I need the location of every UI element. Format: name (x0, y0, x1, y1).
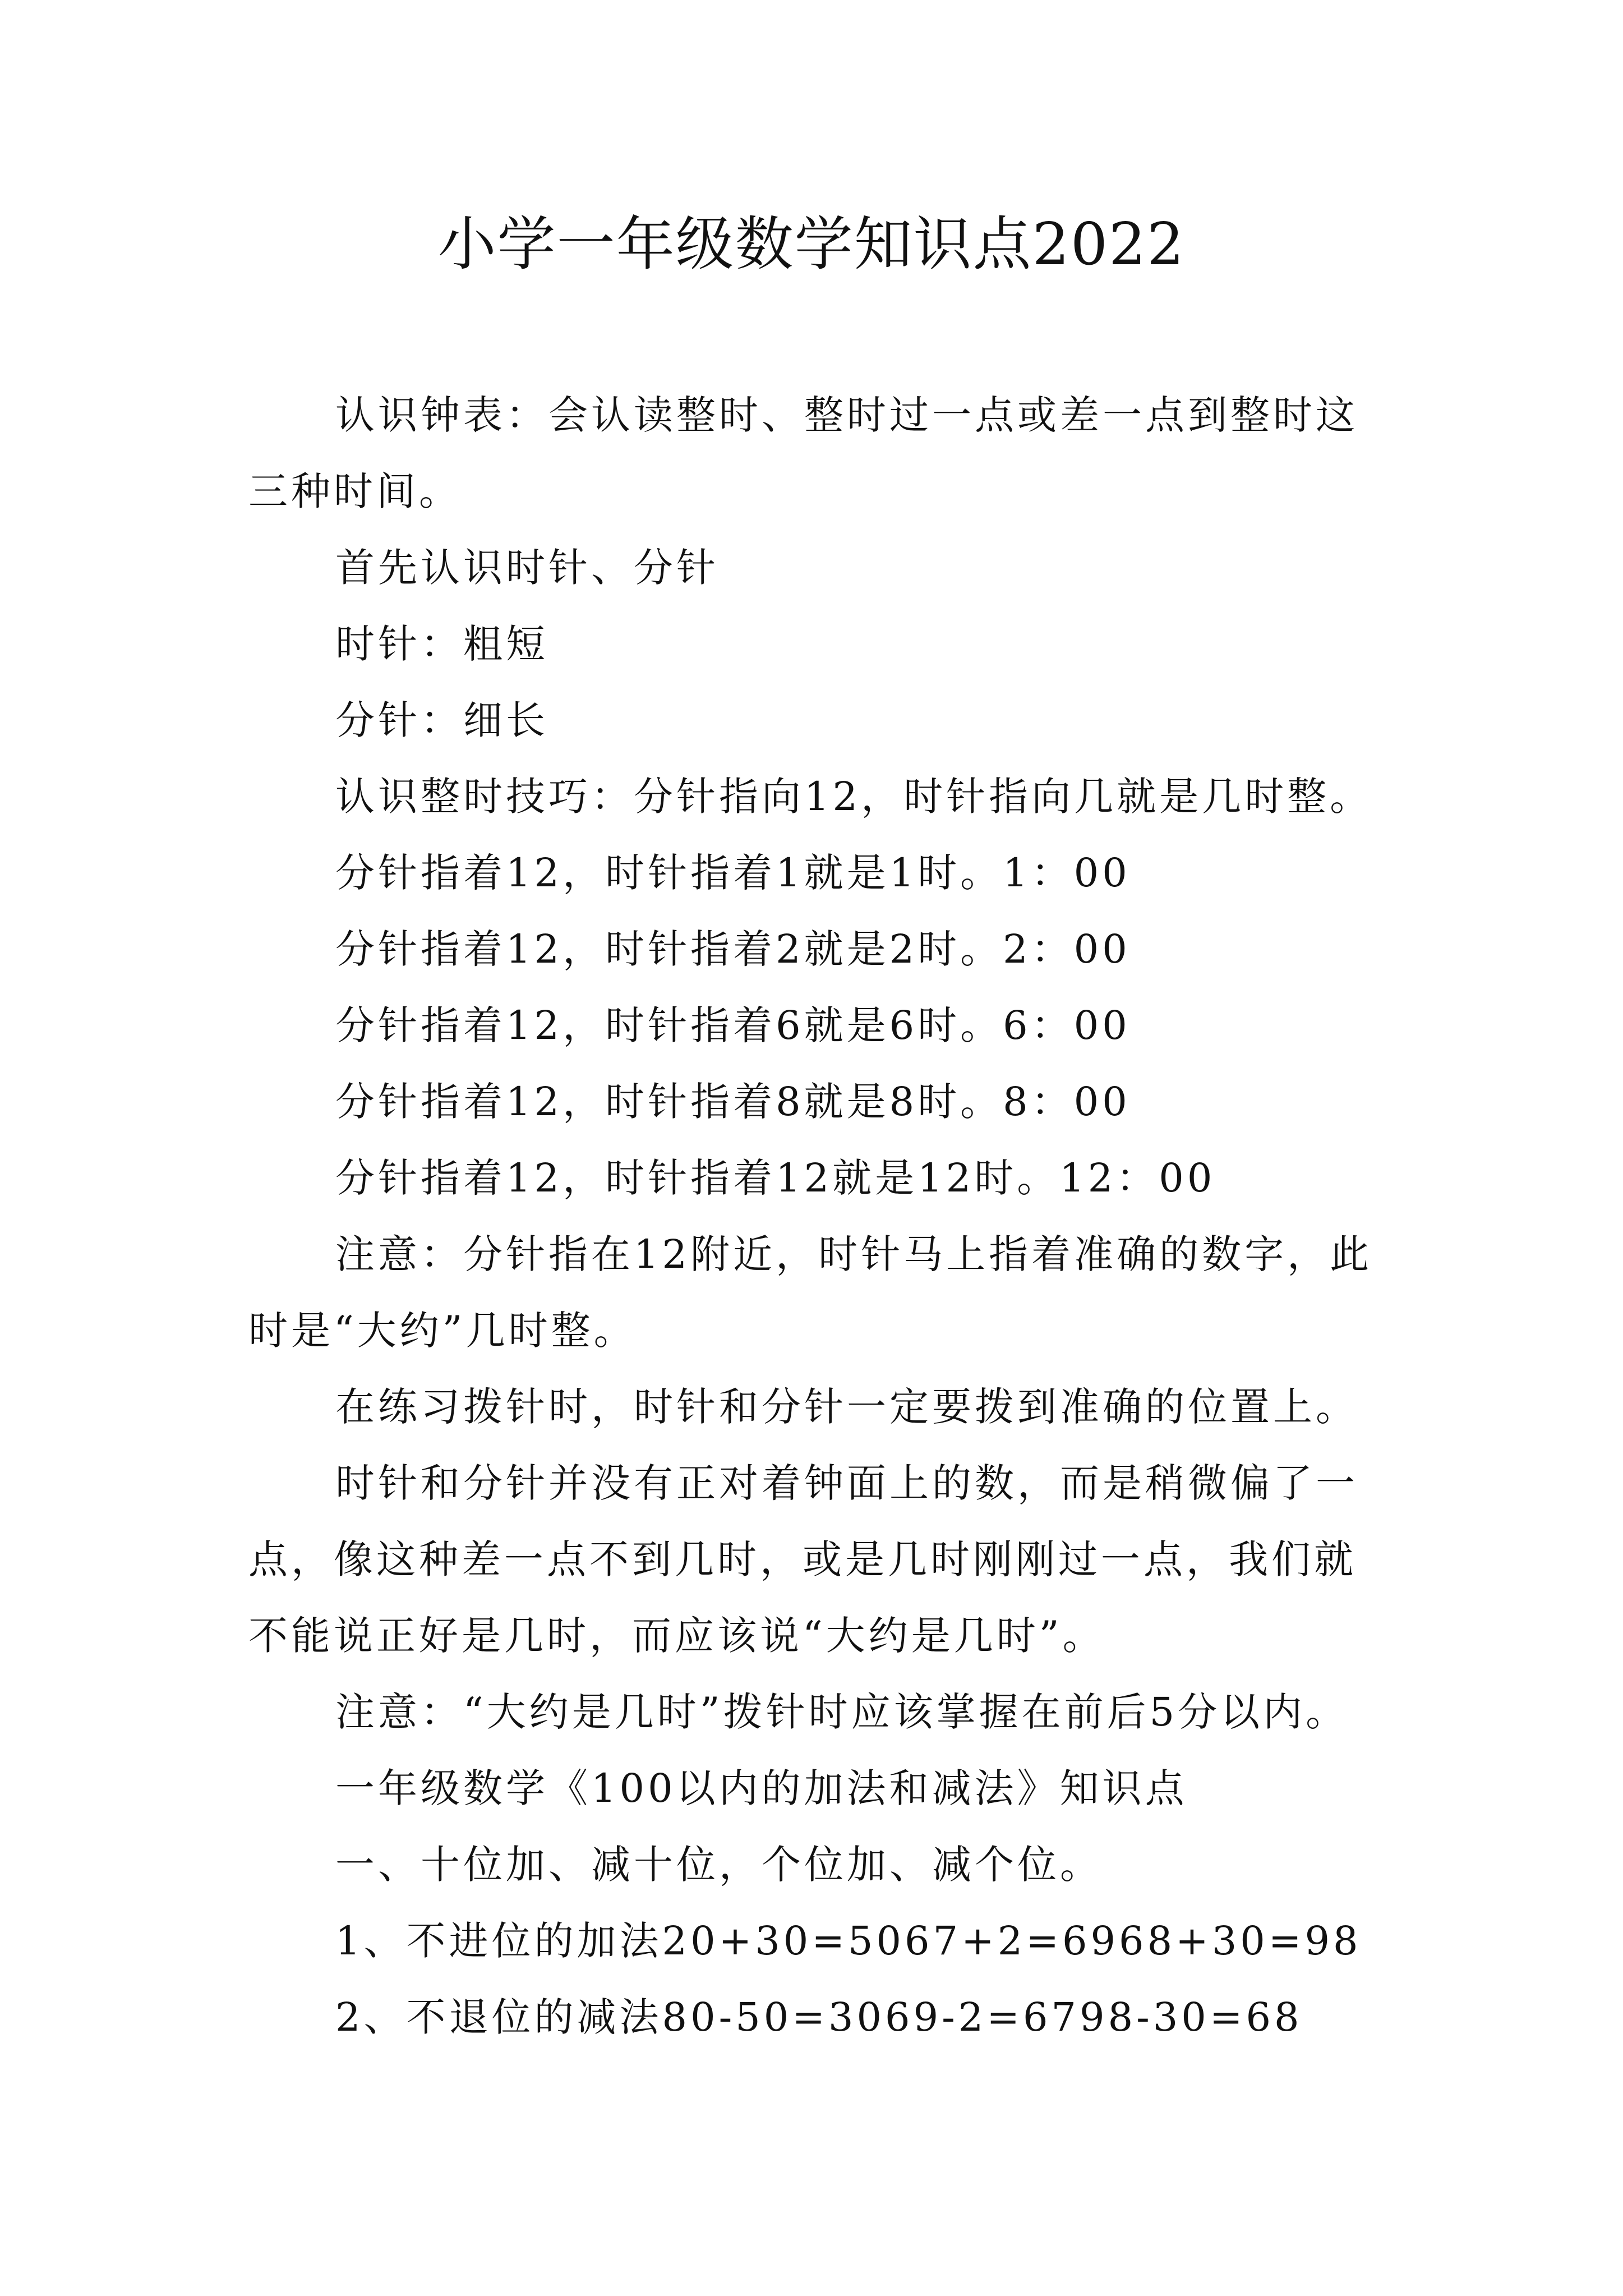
paragraph-subtraction-examples: 2、不退位的减法80-50=3069-2=6798-30=68 (335, 1994, 1303, 2040)
paragraph-example-6: 分针指着12，时针指着6就是6时。6：00 (335, 1002, 1131, 1048)
paragraph-practice: 在练习拨针时，时针和分针一定要拨到准确的位置上。 (335, 1384, 1358, 1430)
document-title: 小学一年级数学知识点2022 (437, 210, 1186, 278)
paragraph-example-8: 分针指着12，时针指着8就是8时。8：00 (335, 1079, 1131, 1125)
paragraph-addition-examples: 1、不进位的加法20+30=5067+2=6968+30=98 (335, 1918, 1362, 1964)
paragraph-offset-explanation: 时针和分针并没有正对着钟面上的数，而是稍微偏了一点，像这种差一点不到几时，或是几时刚刚过一点，我们就不能说正好是几时，而应该说“大约是几时”。 (248, 1460, 1358, 1659)
section-heading-addition-subtraction: 一年级数学《100以内的加法和减法》知识点 (335, 1765, 1188, 1811)
paragraph-example-2: 分针指着12，时针指着2就是2时。2：00 (335, 926, 1131, 972)
paragraph-hands-intro: 首先认识时针、分针 (335, 545, 719, 591)
paragraph-example-12: 分针指着12，时针指着12就是12时。12：00 (335, 1155, 1216, 1201)
paragraph-example-1: 分针指着12，时针指着1就是1时。1：00 (335, 850, 1131, 896)
paragraph-rule-one: 一、十位加、减十位，个位加、减个位。 (335, 1842, 1103, 1888)
paragraph-clock-intro: 认识钟表：会认读整时、整时过一点或差一点到整时这三种时间。 (248, 392, 1358, 514)
paragraph-hour-hand: 时针：粗短 (335, 621, 548, 667)
paragraph-minute-hand: 分针：细长 (335, 697, 548, 743)
paragraph-note-approx: 注意：分针指在12附近，时针马上指着准确的数字，此时是“大约”几时整。 (248, 1231, 1373, 1354)
paragraph-whole-hour-tip: 认识整时技巧：分针指向12，时针指向几就是几时整。 (335, 774, 1373, 820)
paragraph-note-five-minutes: 注意：“大约是几时”拨针时应该掌握在前后5分以内。 (335, 1689, 1349, 1735)
document-body (248, 377, 1381, 2055)
